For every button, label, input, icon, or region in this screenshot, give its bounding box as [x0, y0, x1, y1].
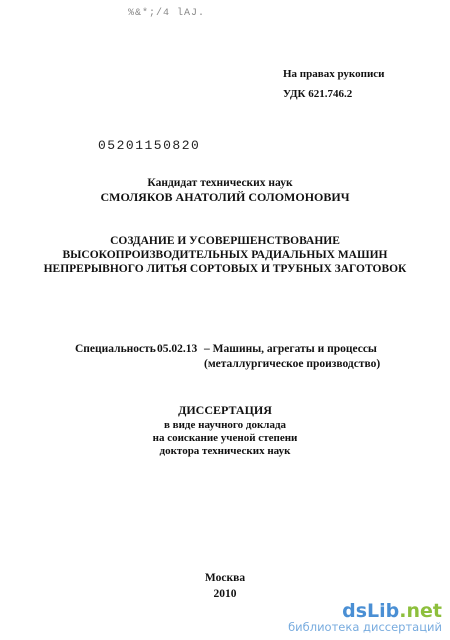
city: Москва — [204, 572, 246, 584]
author-name: СМОЛЯКОВ АНАТОЛИЙ СОЛОМОНОВИЧ — [100, 190, 350, 204]
scan-mark: %&*;/4 lAJ. — [128, 8, 206, 19]
year: 2010 — [213, 588, 237, 600]
dissertation-line: доктора технических наук — [159, 445, 291, 457]
watermark-tagline: библиотека диссертаций — [288, 620, 442, 634]
specialty-name: – Машины, агрегаты и процессы — [204, 343, 377, 355]
inventory-number: 05201150820 — [98, 138, 201, 153]
watermark-logo — [288, 601, 442, 634]
author-block — [0, 176, 450, 204]
place-year-block — [0, 570, 450, 602]
specialty-name-continuation: (металлургическое производство) — [204, 358, 381, 370]
title-line: ВЫСОКОПРОИЗВОДИТЕЛЬНЫХ РАДИАЛЬНЫХ МАШИН — [62, 249, 388, 261]
rights-block — [283, 66, 385, 102]
dissertation-title — [0, 234, 450, 276]
specialty-label: Специальность — [75, 343, 156, 355]
title-line: СОЗДАНИЕ И УСОВЕРШЕНСТВОВАНИЕ — [110, 235, 340, 247]
dissertation-kind: ДИССЕРТАЦИЯ — [178, 403, 272, 417]
dissertation-type-block — [0, 404, 450, 458]
title-line: НЕПРЕРЫВНОГО ЛИТЬЯ СОРТОВЫХ И ТРУБНЫХ ЗАГОТОВОК — [43, 263, 407, 275]
logo-main: dsLib — [342, 600, 400, 622]
manuscript-rights: На правах рукописи — [283, 68, 385, 80]
specialty-block — [75, 342, 380, 372]
dissertation-line: в виде научного доклада — [163, 419, 287, 431]
logo-domain: .net — [399, 600, 442, 622]
author-degree: Кандидат технических наук — [147, 177, 293, 189]
udc-code: УДК 621.746.2 — [283, 88, 353, 100]
watermark-logo-text — [288, 601, 442, 621]
dissertation-line: на соискание ученой степени — [152, 432, 298, 444]
specialty-code: 05.02.13 — [157, 343, 198, 355]
